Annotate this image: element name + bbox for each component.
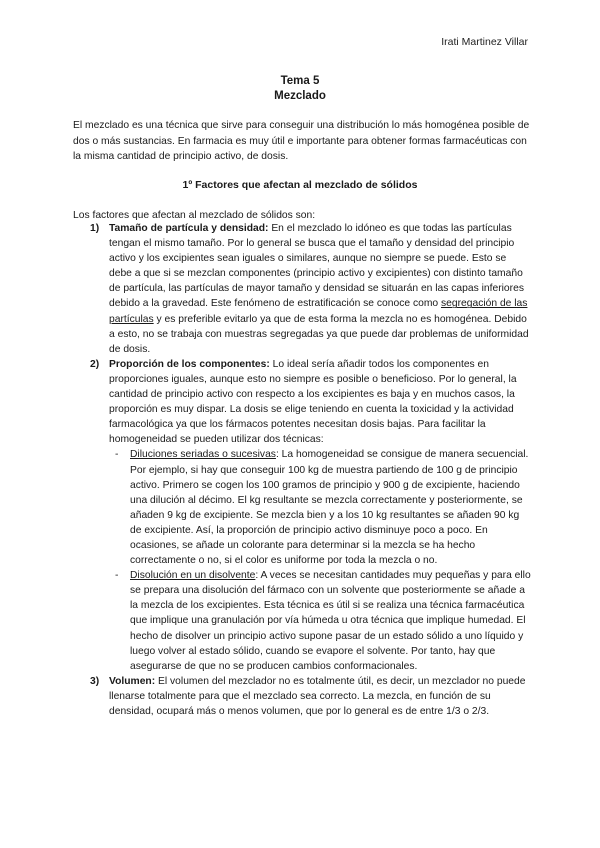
factor-item (90, 221, 531, 357)
factor-text: Lo ideal sería añadir todos los componentes en proporciones iguales, aunque esto no siempre es posible o beneficioso. Por lo general, la cantidad de principio activo con respecto a los excipientes es baja y en muchos casos, la proporción es muy dispar. La dosis se elige teniendo en cuenta la toxicidad y la actividad farmacológica ya que los fármacos potentes necesitan dosis bajas. Para facilitar la homogeneidad se pueden utilizar dos técnicas: (109, 358, 517, 446)
technique-text: : La homogeneidad se consigue de manera secuencial. Por ejemplo, si hay que conseguir 100 kg de muestra partiendo de 100 g de principio activo. Primero se cogen los 100 gramos de principio y 900 g de excipiente, haciendo una dilución al décimo. El kg resultante se mezcla correctamente y posteriormente, se añaden 9 kg de excipiente. Se mezcla bien y a los 10 kg resultantes se añaden 90 kg de excipiente. Así, la proporción de principio activo disminuye poco a poco. En ocasiones, se añade un colorante para determinar si la mezcla se ha hecho correctamente o no, si el color es uniforme por toda la mezcla o no. (130, 449, 529, 567)
section-heading: 1º Factores que afectan al mezclado de sólidos (182, 179, 418, 191)
factors-list (90, 221, 531, 719)
underlined-term: segregación de las partículas (109, 298, 528, 325)
technique-paragraph (130, 447, 531, 568)
technique-paragraph (130, 568, 531, 674)
technique-text: : A veces se necesitan cantidades muy pequeñas y para ello se prepara una disolución del fármaco con un solvente que posteriormente se añade a la mezcla de los excipientes. Esta técnica es útil si se realiza una técnica farmacéutica que implique una granulación por vía húmeda u otra técnica que implique humedad. El hecho de disolver un principio activo supone pasar de un estado sólido a uno líquido y luego volver al estado sólido, cuando se evapore el solvente. Por tanto, hay que asegurarse de que no se producen cambios conformacionales. (130, 570, 531, 672)
factor-number: 1) (90, 223, 100, 234)
factor-text: y es preferible evitarlo ya que de esta forma la mezcla no es homogénea. Debido a esto, no se trabaja con muestras segregadas ya que puede dar problemas de uniformidad de dosis. (109, 313, 529, 355)
factor-title: Proporción de los componentes: (109, 358, 270, 370)
factor-item (90, 357, 531, 674)
factor-number: 3) (90, 675, 100, 687)
subject-title: Mezclado (274, 90, 326, 102)
factor-paragraph (109, 674, 531, 719)
intro-paragraph: El mezclado es una técnica que sirve para conseguir una distribución lo más homogénea posible de dos o más sustancias. En farmacia es muy útil e importante para obtener formas farmacéuticas con la misma cantidad de principio activo, de dosis. (73, 120, 530, 163)
factor-paragraph (109, 357, 531, 448)
factor-paragraph (109, 221, 531, 357)
techniques-list (109, 447, 531, 673)
technique-item (109, 568, 531, 674)
section-lead: Los factores que afectan al mezclado de sólidos son: (73, 210, 316, 221)
technique-name: Disolución en un disolvente (130, 570, 256, 582)
factor-text: En el mezclado lo idóneo es que todas las partículas tengan el mismo tamaño. Por lo general se busca que el tamaño y densidad del principio activo y los excipientes sean iguales o similares, aunque no siempre se puede. Esto se debe a que si se mezclan componentes (principio activo y excipientes) con distinto tamaño de partícula, las partículas de mayor tamaño y densidad se situarán en las capas inferiores debido a la gravedad. Este fenómeno de estratificación se conoce como (109, 223, 524, 310)
factor-text: El volumen del mezclador no es totalmente útil, es decir, un mezclador no puede llenarse totalmente para que el mezclado sea correcto. La mezcla, en función de su densidad, ocupará más o menos volumen, que por lo general es de entre 1/3 o 2/3. (109, 675, 526, 717)
factor-title: Volumen: (109, 675, 156, 687)
technique-name: Diluciones seriadas o sucesivas (130, 449, 276, 461)
factor-number: 2) (90, 358, 100, 370)
list-dash: - (115, 449, 119, 461)
title-block (0, 74, 600, 104)
author-name: Irati Martinez Villar (441, 36, 528, 48)
factor-item (90, 674, 531, 719)
factor-title: Tamaño de partícula y densidad: (109, 223, 269, 234)
list-dash: - (115, 570, 119, 582)
topic-title: Tema 5 (280, 75, 320, 87)
technique-item (109, 447, 531, 568)
